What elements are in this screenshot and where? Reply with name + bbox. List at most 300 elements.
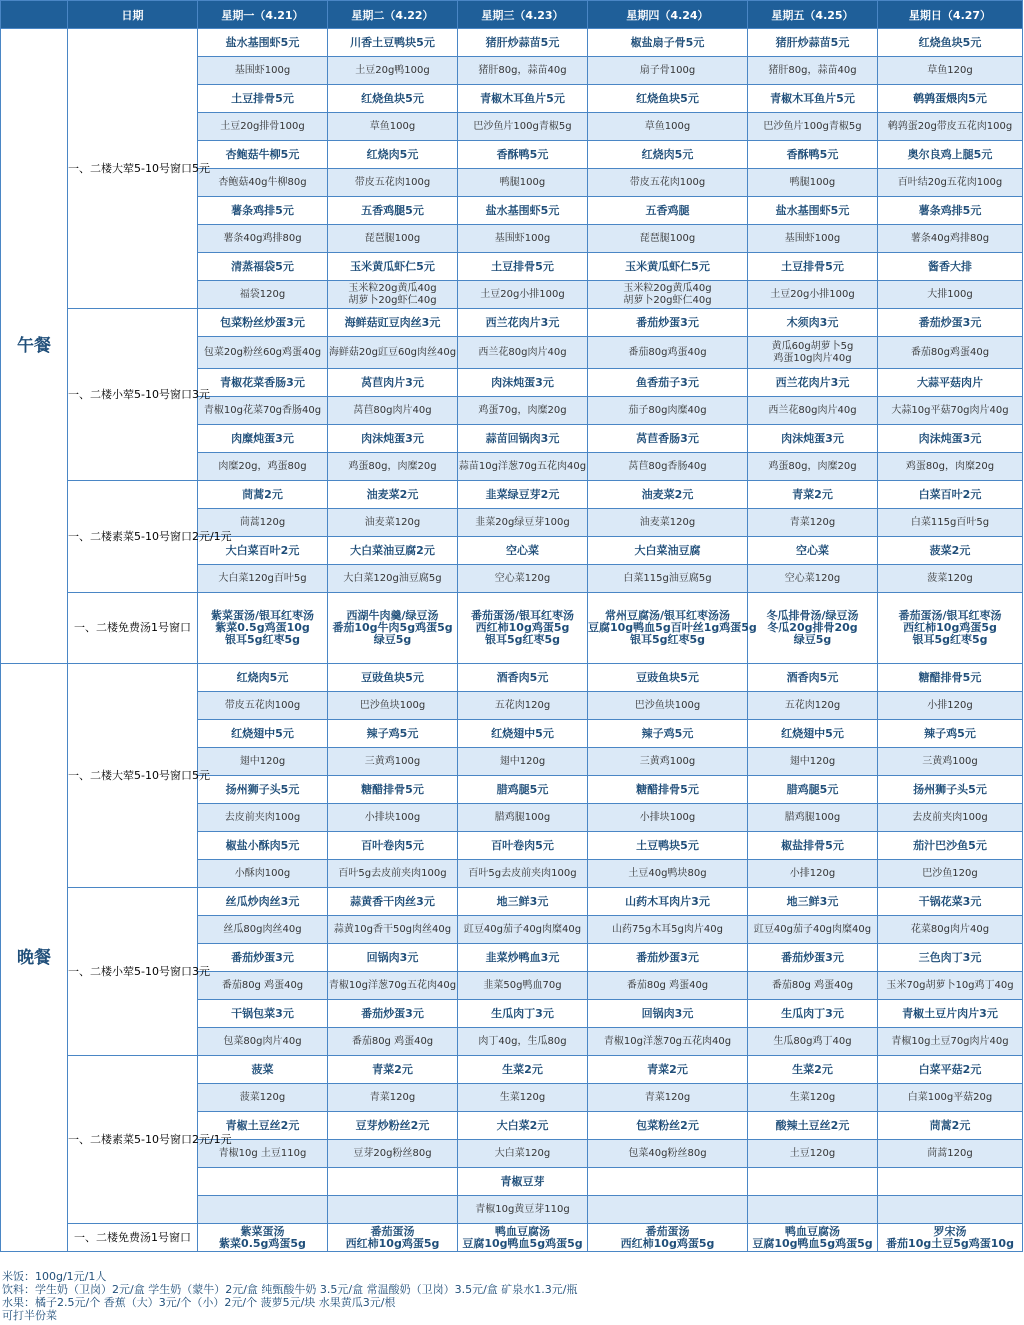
- cell-text-line: 鸡蛋70g，肉糜20g: [478, 404, 567, 416]
- cell-text-line: 一、二楼素菜: [68, 1132, 134, 1146]
- cell-text-line: 酒香肉5元: [786, 670, 839, 684]
- cell-text-line: 番茄蛋汤: [645, 1224, 690, 1238]
- cell-text-line: 木须肉3元: [786, 315, 839, 329]
- ingredient-cell: [198, 804, 328, 832]
- cell-text-line: 豇豆40g茄子40g肉糜40g: [463, 923, 582, 935]
- ingredient-cell: [458, 916, 588, 944]
- cell-text-line: 肉沫炖蛋3元: [491, 375, 554, 389]
- cell-text-line: 一、二楼大荤: [68, 161, 134, 175]
- dish-cell: [878, 1112, 1023, 1140]
- cell-text-line: 鸭血豆腐汤: [495, 1224, 550, 1238]
- dish-cell: [748, 944, 878, 972]
- ingredient-cell: [748, 57, 878, 85]
- cell-text-line: 豇豆40g茄子40g肉糜40g: [753, 923, 872, 935]
- dish-cell: [198, 369, 328, 397]
- cell-text-line: 一、二楼免费汤1号窗口: [74, 621, 191, 634]
- dish-cell: [878, 776, 1023, 804]
- cell-text-line: 土豆120g: [789, 1147, 836, 1159]
- ingredient-cell: [588, 748, 748, 776]
- dish-cell: [198, 253, 328, 281]
- cell-text-line: 肉糜炖蛋3元: [231, 431, 294, 445]
- cell-text-line: 辣子鸡5元: [641, 726, 694, 740]
- dish-cell: [328, 944, 458, 972]
- cell-text-line: 去皮前夹肉100g: [912, 811, 988, 823]
- cell-text-line: 西红柿10g鸡蛋5g: [620, 1236, 715, 1250]
- corner-cell: [1, 1, 68, 29]
- cell-text-line: 山药木耳肉片3元: [625, 894, 710, 908]
- cell-text-line: 鸡蛋80g，肉糜20g: [905, 460, 995, 472]
- cell-text-line: 青菜120g: [369, 1091, 416, 1103]
- cell-text-line: 生菜2元: [502, 1062, 543, 1076]
- ingredient-cell: [748, 748, 878, 776]
- ingredient-cell: [198, 169, 328, 197]
- dish-cell: [458, 29, 588, 57]
- dish-cell: [588, 1000, 748, 1028]
- cell-text-line: 韭菜50g鸭血70g: [483, 979, 562, 991]
- dish-cell: [328, 309, 458, 337]
- ingredient-cell: [588, 1028, 748, 1056]
- ingredient-cell: [328, 225, 458, 253]
- cell-text-line: 土豆20g鸭100g: [355, 64, 430, 76]
- cell-text-line: 土豆排骨5元: [781, 259, 844, 273]
- dish-cell: [198, 776, 328, 804]
- cell-text-line: 大白菜油豆腐2元: [350, 543, 435, 557]
- soup-cell: [458, 1224, 588, 1252]
- cell-text-line: 蒜黄香干肉丝3元: [350, 894, 435, 908]
- drinks-note: 饮料：学生奶（卫岗）2元/盒 学生奶（蒙牛）2元/盒 纯甄酸牛奶 3.5元/盒 常温酸奶（卫岗）3.5元/盒 矿泉水1.3元/瓶: [2, 1283, 578, 1296]
- dish-cell: [588, 29, 748, 57]
- ingredient-cell: [458, 169, 588, 197]
- cell-text-line: 玉米黄瓜虾仁5元: [350, 259, 435, 273]
- cell-text-line: 茼蒿120g: [239, 516, 286, 528]
- cell-text-line: 青菜2元: [647, 1062, 688, 1076]
- dish-cell: [748, 369, 878, 397]
- ingredient-cell: [328, 972, 458, 1000]
- cell-text-line: 百叶卷肉5元: [491, 838, 554, 852]
- cell-text-line: 紫菜0.5g鸡蛋10g: [215, 621, 310, 634]
- cell-text-line: 红烧肉5元: [641, 147, 694, 161]
- dish-cell: [198, 888, 328, 916]
- ingredient-cell: [198, 748, 328, 776]
- dish-cell: [748, 197, 878, 225]
- cell-text-line: 带皮五花肉100g: [629, 176, 706, 188]
- cell-text-line: 番茄80g鸡蛋40g: [628, 346, 707, 358]
- cell-text-line: 大白菜2元: [496, 1118, 549, 1132]
- cell-text-line: 5-10号窗口5元: [134, 768, 210, 782]
- ingredient-cell: [878, 1140, 1023, 1168]
- cell-text-line: 玉米粒20g黄瓜40g: [623, 282, 712, 294]
- ingredient-cell: [748, 972, 878, 1000]
- cell-text-line: 青椒豆芽: [500, 1174, 545, 1188]
- window-label: [68, 1224, 198, 1252]
- cell-text-line: 白菜115g油豆腐5g: [623, 572, 712, 584]
- cell-text-line: 大蒜10g平菇70g肉片40g: [891, 404, 1009, 416]
- cell-text-line: 黄瓜60g胡萝卜5g: [771, 340, 854, 352]
- cell-text-line: 鸡蛋80g，肉糜20g: [768, 460, 857, 472]
- cell-text-line: 五花肉120g: [784, 699, 841, 711]
- cell-text-line: 莴苣肉片3元: [361, 375, 424, 389]
- ingredient-cell: [588, 804, 748, 832]
- meal-label-char: 餐: [34, 336, 51, 356]
- dish-cell: [878, 253, 1023, 281]
- dish-cell: [458, 776, 588, 804]
- ingredient-cell: [328, 169, 458, 197]
- cell-text-line: 椒盐小酥肉5元: [225, 838, 300, 852]
- ingredient-cell: [878, 972, 1023, 1000]
- cell-text-line: 薯条40g鸡排80g: [910, 232, 990, 244]
- ingredient-cell: [198, 225, 328, 253]
- cell-text-line: 盐水基围虾5元: [775, 203, 850, 217]
- ingredient-cell: [328, 1196, 458, 1224]
- dish-cell: [588, 85, 748, 113]
- dish-cell: [458, 85, 588, 113]
- cell-text-line: 西兰花80g肉片40g: [478, 346, 567, 358]
- ingredient-cell: [588, 1196, 748, 1224]
- ingredient-cell: [328, 748, 458, 776]
- cell-text-line: 小排块100g: [639, 811, 696, 823]
- dish-cell: [878, 664, 1023, 692]
- ingredient-cell: [198, 57, 328, 85]
- dish-cell: [748, 141, 878, 169]
- cell-text-line: 丝瓜80g肉丝40g: [223, 923, 302, 935]
- cell-text-line: 青菜2元: [372, 1062, 413, 1076]
- window-label: [68, 309, 210, 481]
- cell-text-line: 小排120g: [927, 699, 973, 711]
- dish-cell: [878, 141, 1023, 169]
- cell-text-line: 5-10号窗口2元/1元: [134, 529, 232, 543]
- cell-text-line: 酱香大排: [928, 259, 972, 273]
- dish-cell: [588, 197, 748, 225]
- cell-text-line: 银耳5g红枣5g: [224, 633, 301, 646]
- ingredient-cell: [588, 565, 748, 593]
- dish-cell: [748, 664, 878, 692]
- cell-text-line: 罗宋汤: [933, 1224, 967, 1238]
- cell-text-line: 菠菜2元: [929, 543, 971, 557]
- dish-cell: [878, 1000, 1023, 1028]
- cell-text-line: 小排120g: [789, 867, 836, 879]
- dish-cell: [588, 309, 748, 337]
- meal-label-char: 餐: [34, 947, 51, 968]
- ingredient-cell: [198, 1084, 328, 1112]
- dish-cell: [748, 481, 878, 509]
- dish-cell: [878, 29, 1023, 57]
- ingredient-cell: [878, 397, 1023, 425]
- ingredient-cell: [748, 113, 878, 141]
- cell-text-line: 蒜苗10g洋葱70g五花肉40g: [458, 460, 587, 472]
- cell-text-line: 番茄10g牛肉5g鸡蛋5g: [332, 621, 453, 634]
- cell-text-line: 清蒸福袋5元: [231, 259, 294, 273]
- cell-text-line: 肉糜20g，鸡蛋80g: [218, 460, 307, 472]
- dish-cell: [588, 944, 748, 972]
- cell-text-line: 油麦菜120g: [364, 516, 421, 528]
- cell-text-line: 三色肉丁3元: [918, 950, 982, 964]
- dish-cell: [458, 425, 588, 453]
- dish-cell: [878, 481, 1023, 509]
- dish-cell: [198, 197, 328, 225]
- dish-cell: [328, 85, 458, 113]
- ingredient-cell: [198, 1196, 328, 1224]
- day-header: 星期五（4.25）: [748, 1, 878, 29]
- cell-text-line: 番茄80g 鸡蛋40g: [771, 979, 854, 991]
- cell-text-line: 红烧翅中5元: [231, 726, 294, 740]
- ingredient-cell: [328, 113, 458, 141]
- dish-cell: [198, 309, 328, 337]
- cell-text-line: 薯条鸡排5元: [918, 203, 982, 217]
- cell-text-line: 西红柿10g鸡蛋5g: [475, 621, 570, 634]
- header-row: [1, 1, 1023, 29]
- cell-text-line: 山药75g木耳5g肉片40g: [612, 923, 723, 935]
- cell-text-line: 小排块100g: [364, 811, 421, 823]
- dish-cell: [748, 29, 878, 57]
- dish-cell: [588, 1112, 748, 1140]
- dish-cell: [878, 888, 1023, 916]
- dish-cell: [328, 1112, 458, 1140]
- cell-text-line: 地三鲜3元: [786, 894, 839, 908]
- rice-note: 米饭：100g/1元/1人: [2, 1270, 107, 1283]
- cell-text-line: 干锅花菜3元: [918, 894, 982, 908]
- cell-text-line: 空心菜120g: [784, 572, 841, 584]
- cell-text-line: 三黄鸡100g: [922, 755, 978, 767]
- cell-text-line: 翅中120g: [499, 755, 546, 767]
- soup-cell: [458, 593, 588, 664]
- dish-cell: [748, 537, 878, 565]
- ingredient-cell: [198, 113, 328, 141]
- table-row: [1, 888, 1023, 916]
- cell-text-line: 琵琶腿100g: [364, 232, 421, 244]
- cell-text-line: 5-10号窗口5元: [134, 161, 210, 175]
- dish-cell: [588, 1056, 748, 1084]
- cell-text-line: 西兰花肉片3元: [775, 375, 850, 389]
- dish-cell: [588, 481, 748, 509]
- fruit-note: 水果：橘子2.5元/个 香蕉（大）3元/个（小）2元/个 菠萝5元/块 水果黄瓜3元/根: [2, 1296, 396, 1309]
- dish-cell: [748, 1112, 878, 1140]
- cell-text-line: 基围虾100g: [234, 64, 291, 76]
- cell-text-line: 猪肝80g，蒜苗40g: [478, 64, 567, 76]
- cell-text-line: 青菜2元: [792, 487, 833, 501]
- ingredient-cell: [588, 692, 748, 720]
- dish-cell: [458, 720, 588, 748]
- cell-text-line: 莴苣80g香肠40g: [628, 460, 707, 472]
- cell-text-line: 生菜120g: [789, 1091, 836, 1103]
- table-row: [1, 664, 1023, 692]
- ingredient-cell: [878, 748, 1023, 776]
- cell-text-line: 丝瓜炒肉丝3元: [225, 894, 300, 908]
- ingredient-cell: [588, 57, 748, 85]
- ingredient-cell: [328, 1140, 458, 1168]
- cell-text-line: 鹌鹑蛋煨肉5元: [913, 91, 987, 105]
- cell-text-line: 白菜115g百叶5g: [910, 516, 990, 528]
- cell-text-line: 带皮五花肉100g: [354, 176, 431, 188]
- dish-cell: [328, 29, 458, 57]
- cell-text-line: 百叶5g去皮前夹肉100g: [468, 867, 577, 879]
- ingredient-cell: [878, 1084, 1023, 1112]
- cell-text-line: 百叶卷肉5元: [361, 838, 424, 852]
- cell-text-line: 腊鸡腿5元: [496, 782, 549, 796]
- cell-text-line: 基围虾100g: [494, 232, 551, 244]
- dish-cell: [588, 776, 748, 804]
- cell-text-line: 豆腐10g鸭血5g百叶丝1g鸡蛋5g: [588, 621, 757, 634]
- dish-cell: [458, 197, 588, 225]
- dish-cell: [878, 369, 1023, 397]
- cell-text-line: 5-10号窗口3元: [134, 387, 210, 401]
- cell-text-line: 巴沙鱼片100g青椒5g: [473, 120, 572, 132]
- dish-cell: [328, 537, 458, 565]
- dish-cell: [198, 832, 328, 860]
- cell-text-line: 巴沙鱼块100g: [634, 699, 701, 711]
- dish-cell: [458, 253, 588, 281]
- dish-cell: [588, 720, 748, 748]
- cell-text-line: 青椒木耳鱼片5元: [480, 91, 565, 105]
- cell-text-line: 鹌鹑蛋20g带皮五花肉100g: [887, 120, 1013, 132]
- cell-text-line: 胡萝卜20g虾仁40g: [623, 294, 712, 306]
- cell-text-line: 5-10号窗口3元: [134, 964, 210, 978]
- ingredient-cell: [458, 281, 588, 309]
- ingredient-cell: [748, 1084, 878, 1112]
- cell-text-line: 红烧翅中5元: [781, 726, 844, 740]
- cell-text-line: 小酥肉100g: [234, 867, 291, 879]
- ingredient-cell: [458, 860, 588, 888]
- cell-text-line: 一、二楼免费汤1号窗口: [74, 1230, 191, 1244]
- dish-cell: [198, 29, 328, 57]
- ingredient-cell: [198, 281, 328, 309]
- cell-text-line: 翅中120g: [239, 755, 286, 767]
- cell-text-line: 青椒10g土豆70g肉片40g: [891, 1035, 1009, 1047]
- cell-text-line: 蒜苗回锅肉3元: [485, 431, 560, 445]
- cell-text-line: 鸭腿100g: [789, 176, 836, 188]
- ingredient-cell: [748, 169, 878, 197]
- cell-text-line: 香酥鸭5元: [496, 147, 549, 161]
- cell-text-line: 肉沫炖蛋3元: [361, 431, 424, 445]
- cell-text-line: 紫菜蛋汤/银耳红枣汤: [210, 609, 315, 622]
- cell-text-line: 辣子鸡5元: [924, 726, 976, 740]
- cell-text-line: 番茄80g 鸡蛋40g: [626, 979, 709, 991]
- ingredient-cell: [878, 565, 1023, 593]
- dish-cell: [198, 720, 328, 748]
- ingredient-cell: [458, 692, 588, 720]
- dish-cell: [878, 1056, 1023, 1084]
- dish-cell: [748, 309, 878, 337]
- cell-text-line: 土豆鸭块5元: [636, 838, 699, 852]
- cell-text-line: 豆豉鱼块5元: [361, 670, 424, 684]
- cell-text-line: 青菜120g: [789, 516, 836, 528]
- dish-cell: [198, 481, 328, 509]
- ingredient-cell: [458, 57, 588, 85]
- dish-cell: [328, 1168, 458, 1196]
- cell-text-line: 油麦菜120g: [639, 516, 696, 528]
- cell-text-line: 奥尔良鸡上腿5元: [907, 147, 993, 161]
- cell-text-line: 青椒花菜香肠3元: [220, 375, 305, 389]
- ingredient-cell: [328, 57, 458, 85]
- ingredient-cell: [588, 860, 748, 888]
- cell-text-line: 糖醋排骨5元: [636, 782, 699, 796]
- soup-cell: [748, 1224, 878, 1252]
- cell-text-line: 红烧鱼块5元: [636, 91, 699, 105]
- ingredient-cell: [328, 565, 458, 593]
- cell-text-line: 大白菜百叶2元: [225, 543, 300, 557]
- ingredient-cell: [748, 225, 878, 253]
- cell-text-line: 扬州狮子头5元: [225, 782, 300, 796]
- dish-cell: [878, 85, 1023, 113]
- cell-text-line: 薯条40g鸡排80g: [223, 232, 302, 244]
- cell-text-line: 土豆排骨5元: [491, 259, 554, 273]
- window-label: [68, 593, 198, 664]
- meal-label-char: 晚: [17, 947, 34, 968]
- dish-cell: [588, 832, 748, 860]
- cell-text-line: 扬州狮子头5元: [913, 782, 987, 796]
- dish-cell: [328, 888, 458, 916]
- ingredient-cell: [748, 916, 878, 944]
- day-header: 星期三（4.23）: [458, 1, 588, 29]
- ingredient-cell: [458, 565, 588, 593]
- dish-cell: [588, 369, 748, 397]
- cell-text-line: 玉米70g胡萝卜10g鸡丁40g: [886, 979, 1014, 991]
- cell-text-line: 土豆排骨5元: [231, 91, 294, 105]
- cell-text-line: 玉米黄瓜虾仁5元: [625, 259, 710, 273]
- ingredient-cell: [198, 337, 328, 369]
- cell-text-line: 椒盐排骨5元: [781, 838, 844, 852]
- cell-text-line: 常州豆腐汤/银耳红枣汤汤: [604, 609, 731, 622]
- ingredient-cell: [198, 453, 328, 481]
- ingredient-cell: [328, 509, 458, 537]
- cell-text-line: 大白菜120g油豆腐5g: [343, 572, 442, 584]
- cell-text-line: 猪肝炒蒜苗5元: [485, 35, 560, 49]
- cell-text-line: 川香土豆鸭块5元: [350, 35, 435, 49]
- window-label: [68, 664, 210, 888]
- cell-text-line: 回锅肉3元: [641, 1006, 694, 1020]
- dish-cell: [878, 720, 1023, 748]
- ingredient-cell: [458, 453, 588, 481]
- dish-cell: [748, 425, 878, 453]
- cell-text-line: 腊鸡腿100g: [494, 811, 551, 823]
- dish-cell: [748, 776, 878, 804]
- cell-text-line: 青椒土豆片肉片3元: [902, 1006, 998, 1020]
- cell-text-line: 空心菜120g: [494, 572, 551, 584]
- cell-text-line: 三黄鸡100g: [639, 755, 696, 767]
- dish-cell: [198, 944, 328, 972]
- cell-text-line: 翅中120g: [789, 755, 836, 767]
- dish-cell: [458, 1168, 588, 1196]
- cell-text-line: 生菜120g: [499, 1091, 546, 1103]
- cell-text-line: 回锅肉3元: [366, 950, 419, 964]
- cell-text-line: 地三鲜3元: [496, 894, 549, 908]
- cell-text-line: 茄汁巴沙鱼5元: [913, 838, 987, 852]
- cell-text-line: 绿豆5g: [373, 633, 412, 646]
- cell-text-line: 福袋120g: [239, 288, 286, 300]
- dish-cell: [588, 664, 748, 692]
- cell-text-line: 青椒10g黄豆芽110g: [475, 1203, 570, 1215]
- dish-cell: [328, 1000, 458, 1028]
- ingredient-cell: [748, 509, 878, 537]
- ingredient-cell: [198, 692, 328, 720]
- ingredient-cell: [748, 281, 878, 309]
- ingredient-cell: [588, 113, 748, 141]
- table-row: [1, 481, 1023, 509]
- cell-text-line: 红烧鱼块5元: [361, 91, 424, 105]
- dish-cell: [878, 425, 1023, 453]
- cell-text-line: 包菜40g粉丝80g: [628, 1147, 707, 1159]
- window-label: [68, 481, 232, 593]
- cell-text-line: 糖醋排骨5元: [918, 670, 982, 684]
- ingredient-cell: [588, 916, 748, 944]
- cell-text-line: 肉丁40g，生瓜80g: [478, 1035, 567, 1047]
- ingredient-cell: [748, 804, 878, 832]
- table-row: [1, 309, 1023, 337]
- dish-cell: [878, 832, 1023, 860]
- meal-label-char: 午: [17, 336, 34, 356]
- dish-cell: [748, 888, 878, 916]
- cell-text-line: 红烧鱼块5元: [918, 35, 982, 49]
- dish-cell: [748, 832, 878, 860]
